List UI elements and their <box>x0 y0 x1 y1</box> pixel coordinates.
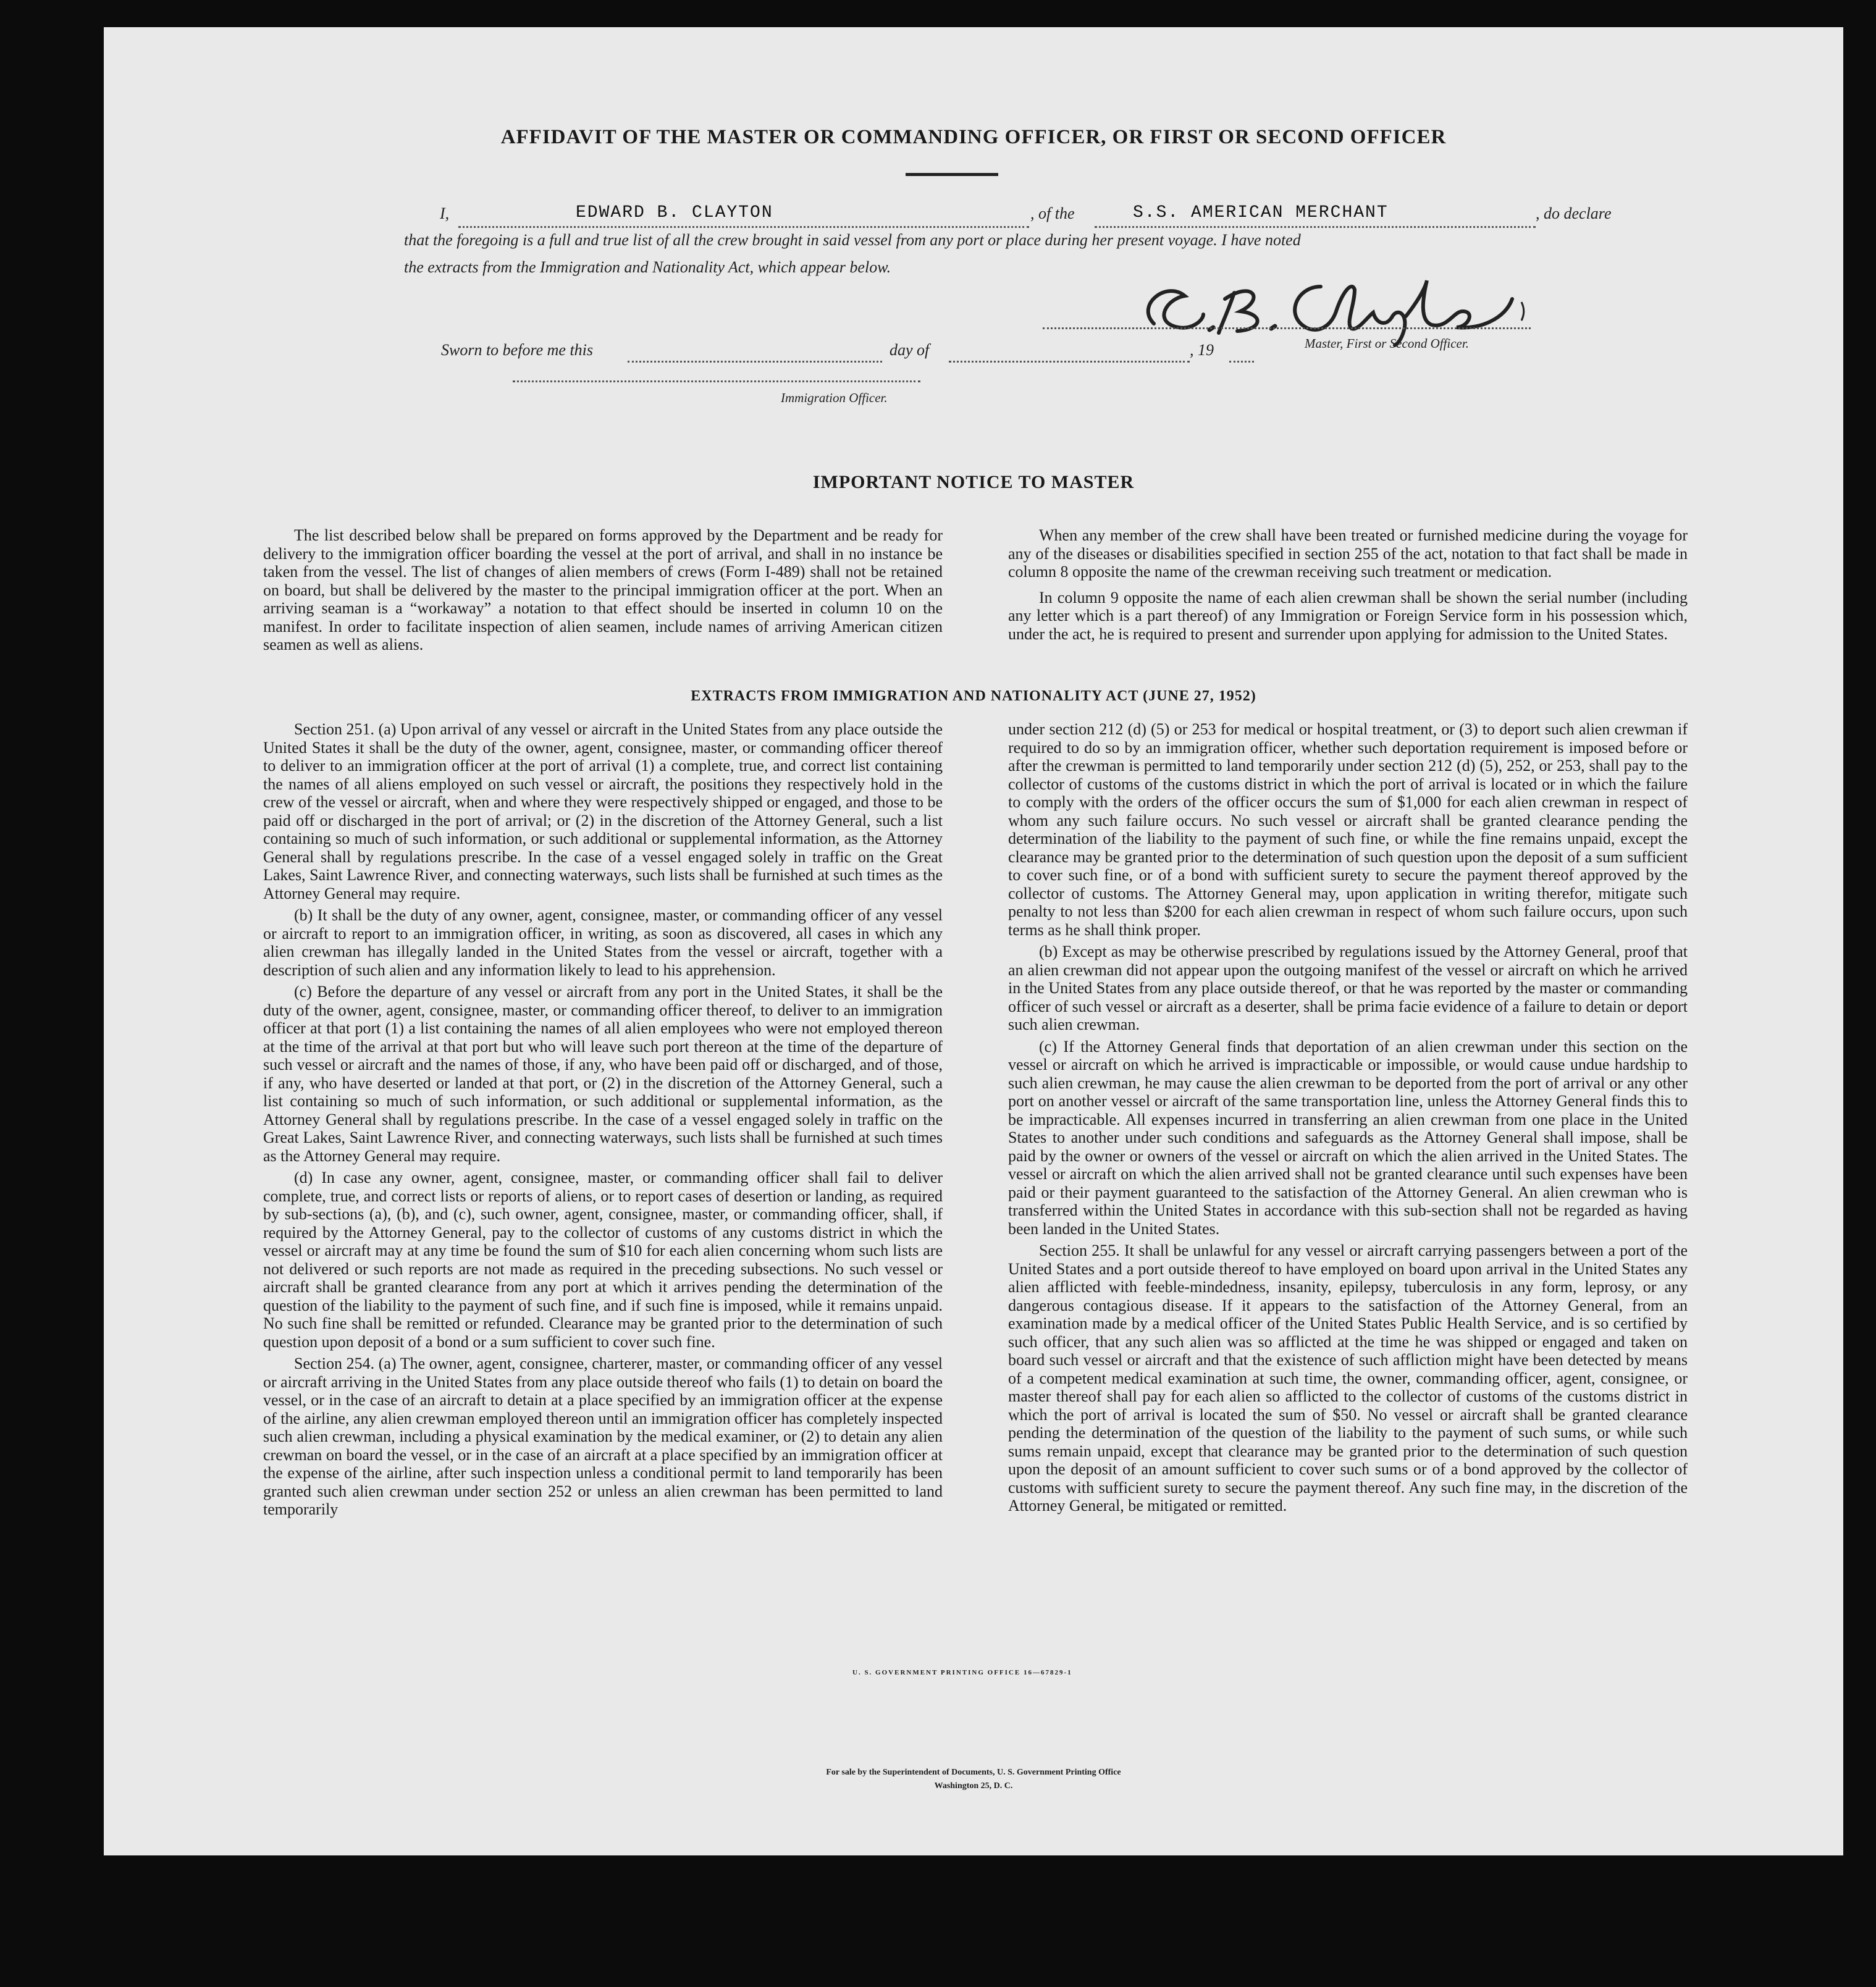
sworn-year-line <box>1229 343 1254 363</box>
section-251-a: Section 251. (a) Upon arrival of any vessel or aircraft in the United States from any place outside the United States it shall be the duty of the owner, agent, consignee, master, or commanding officer thereof to deliver to an immigration officer at the port of arrival (1) a complete, true, and correct list containing the names of all aliens employed on such vessel or aircraft, the positions they respectively hold in the crew of the vessel or aircraft, when and where they were respectively shipped or engaged, and those to be paid off or discharged in the port of arrival; or (2) in the discretion of the Attorney General, such a list containing so much of such information, or such additional or supplemental information, as the Attorney General shall by regulations prescribe. In the case of a vessel engaged solely in traffic on the Great Lakes, Saint Lawrence River, and connecting waterways, such lists shall be furnished at such times as the Attorney General may require. <box>263 720 943 902</box>
notice-title: IMPORTANT NOTICE TO MASTER <box>812 472 1135 492</box>
notice-left-column <box>263 526 943 654</box>
master-label: Master, First or Second Officer. <box>1305 336 1469 351</box>
extracts-right-column <box>1008 720 1688 1515</box>
section-251-d: (d) In case any owner, agent, consignee, master, or commanding officer shall fail to deliver complete, true, and correct lists or reports of aliens, or to report cases of desertion or landing, as required by sub-sections (a), (b), and (c), such owner, agent, consignee, master, or commanding officer, shall, if required by the Attorney General, pay to the collector of customs of any customs district in which the vessel or aircraft may at any time be found the sum of $10 for each alien concerning whom such lists are not delivered or such reports are not made as required in the preceding subsections. No such vessel or aircraft shall be granted clearance from any port at which it arrives pending the determination of the question of the liability to the payment of such fine, and if such fine is imposed, while it remains unpaid. No such fine shall be remitted or refunded. Clearance may be granted prior to the determination of such question upon deposit of a bond or a sum sufficient to cover such fine. <box>263 1169 943 1351</box>
notice-right-column <box>1008 526 1688 643</box>
section-254-c: (c) If the Attorney General finds that deportation of an alien crewman under this section on the vessel or aircraft on which he arrived is impracticable or impossible, or would cause undue hardship to such alien crewman, he may cause the alien crewman to be deported from the port of arrival or any other port on another vessel or aircraft of the same transportation line, unless the Attorney General finds this to be impracticable. All expenses incurred in transferring an alien crewman from one place in the United States to another under such conditions and safeguards as the Attorney General shall impose, shall be paid by the owner or owners of the vessel or aircraft on which the alien arrived in the United States. The vessel or aircraft on which the alien arrived shall not be granted clearance until such expenses have been paid or their payment guaranteed to the satisfaction of the Attorney General. An alien crewman who is transferred within the United States in accordance with this sub-section shall not be regarded as having been landed in the United States. <box>1008 1037 1688 1238</box>
sale-line-2: Washington 25, D. C. <box>934 1781 1013 1791</box>
master-name: EDWARD B. CLAYTON <box>576 203 773 222</box>
notice-left-paragraph: The list described below shall be prepared on forms approved by the Department and be ready for delivery to the immigration officer boarding the vessel at the port of arrival, and shall in no instance be taken from the vessel. The list of changes of alien members of crews (Form I-489) shall not be retained on board, but shall be delivered by the master to the principal immigration officer at the port. When an arriving seaman is a “workaway” a notation to that effect should be inserted in column 10 on the manifest. In order to facilitate inspection of alien seamen, include names of arriving American citizen seamen as well as aliens. <box>263 526 943 653</box>
printer-imprint: U. S. GOVERNMENT PRINTING OFFICE 16—67829-1 <box>852 1669 1072 1676</box>
notice-right-paragraph-2: In column 9 opposite the name of each alien crewman shall be shown the serial number (including any letter which is a part thereof) of any Immigration or Foreign Service form in his possession which, under the act, he is required to present and surrender upon applying for admission to the United States. <box>1008 588 1688 643</box>
signature-line <box>1043 326 1531 329</box>
year-text: , 19 <box>1190 341 1214 359</box>
sworn-day-line <box>628 343 882 363</box>
of-the-text: , of the <box>1030 204 1075 222</box>
title-rule <box>906 173 998 176</box>
section-254-b: (b) Except as may be otherwise prescribed by regulations issued by the Attorney General, proof that an alien crewman did not appear upon the outgoing manifest of the vessel or aircraft on which he arrived in the United States from any place outside thereof, or that he was reported by the master or commanding officer of such vessel or aircraft as a deserter, shall be prima facie evidence of a failure to detain or deport such alien crewman. <box>1008 943 1688 1033</box>
section-251-c: (c) Before the departure of any vessel or aircraft from any port in the United States, it shall be the duty of the owner, agent, consignee, master, or commanding officer thereof, to deliver to an immigration officer at that port (1) a list containing the names of all alien employees who were not employed thereon at the time of the arrival at that port but who will leave such port thereon at the time of the departure of such vessel or aircraft and the names of those, if any, who have been paid off or discharged, and of those, if any, who have deserted or landed at that port, or (2) in the discretion of the Attorney General, such a list containing so much of such information, or such additional or supplemental information, as the Attorney General shall by regulations prescribe. In the case of a vessel engaged solely in traffic on the Great Lakes, Saint Lawrence River, and connecting waterways, such lists shall be furnished at such times as the Attorney General may require. <box>263 983 943 1165</box>
extracts-title: EXTRACTS FROM IMMIGRATION AND NATIONALITY ACT (JUNE 27, 1952) <box>691 688 1256 704</box>
section-251-b: (b) It shall be the duty of any owner, agent, consignee, master, or commanding officer of any vessel or aircraft to report to an immigration officer, in writing, as soon as discovered, all cases in which any alien crewman has illegally landed in the United States from the vessel or aircraft, together with a description of such alien and any information likely to lead to his apprehension. <box>263 906 943 979</box>
section-254-a-continued: under section 212 (d) (5) or 253 for medical or hospital treatment, or (3) to deport such alien crewman if required to do so by an immigration officer, whether such deportation requirement is imposed before or after the crewman is permitted to land temporarily under section 212 (d) (5), 252, or 253, shall pay to the collector of customs of the customs district in which the port of arrival is located or in which the failure to comply with the orders of the officer occurs the sum of $1,000 for each alien crewman in respect of whom any such failure occurs. No such vessel or aircraft shall be granted clearance pending the determination of the liability to the payment of such fine, or while the fine remains unpaid, except the clearance may be granted prior to the determination of such question upon the deposit of a sum sufficient to cover such fine, or of a bond with sufficient surety to secure the payment thereof approved by the collector of customs. The Attorney General may, upon application in writing therefor, mitigate such penalty to not less than $200 for each alien crewman in respect of whom such failure occurs, upon such terms as he shall think proper. <box>1008 720 1688 939</box>
sworn-text: Sworn to before me this <box>441 341 594 359</box>
affidavit-title: AFFIDAVIT OF THE MASTER OR COMMANDING OFFICER, OR FIRST OR SECOND OFFICER <box>500 126 1447 148</box>
document-page <box>104 27 1843 1855</box>
day-of-text: day of <box>890 341 930 359</box>
sworn-month-line <box>949 343 1190 363</box>
affidavit-line-2: that the foregoing is a full and true list of all the crew brought in said vessel from any port or place during her present voyage. I have noted <box>404 231 1301 249</box>
do-declare-text: , do declare <box>1536 204 1612 222</box>
pre-name-text: I, <box>440 204 450 222</box>
section-255: Section 255. It shall be unlawful for any vessel or aircraft carrying passengers between a port of the United States and a port outside thereof to have employed on board upon arrival in the United States any alien afflicted with feeble-mindedness, insanity, epilepsy, tuberculosis in any form, leprosy, or any dangerous contagious disease. If it appears to the satisfaction of the Attorney General, from an examination made by a medical officer of the United States Public Health Service, and is so certified by such officer, that any such alien was so afflicted at the time he was shipped or engaged and taken on board such vessel or aircraft and that the existence of such affliction might have been detected by means of a competent medical examination at such time, the owner, commanding officer, agent, consignee, or master thereof shall pay for each alien so afflicted to the collector of customs of the customs district in which the port of arrival is located the sum of $50. No vessel or aircraft shall be granted clearance pending the determination of the question of the liability to the payment of such sums, or while such sums remain unpaid, except that clearance may be granted prior to the determination of such question upon the deposit of an amount sufficient to cover such sums or of a bond approved by the collector of customs with sufficient surety to secure the payment thereof. Any such fine may, in the discretion of the Attorney General, be mitigated or remitted. <box>1008 1241 1688 1514</box>
extracts-left-column <box>263 720 943 1519</box>
affidavit-line-3: the extracts from the Immigration and Nationality Act, which appear below. <box>404 258 891 276</box>
section-254-a: Section 254. (a) The owner, agent, consignee, charterer, master, or commanding officer of any vessel or aircraft arriving in the United States from any place outside thereof who fails (1) to detain on board the vessel, or in the case of an aircraft to detain at a place specified by an immigration officer at the expense of the airline, any alien crewman employed thereon until an immigration officer has completely inspected such alien crewman, including a physical examination by the medical examiner, or (2) to detain any alien crewman on board the vessel, or in the case of an aircraft at a place specified by an immigration officer at the expense of the airline, after such inspection unless a conditional permit to land temporarily has been granted such alien crewman under section 252 or unless an alien crewman has been permitted to land temporarily <box>263 1355 943 1518</box>
officer-signature-line <box>513 379 920 382</box>
vessel-name: S.S. AMERICAN MERCHANT <box>1133 203 1389 222</box>
sale-line-1: For sale by the Superintendent of Documents, U. S. Government Printing Office <box>826 1768 1121 1777</box>
officer-label: Immigration Officer. <box>781 390 888 405</box>
notice-right-paragraph-1: When any member of the crew shall have been treated or furnished medicine during the voyage for any of the diseases or disabilities specified in section 255 of the act, notation to that fact shall be made in column 8 opposite the name of the crewman receiving such treatment or medication. <box>1008 526 1688 581</box>
